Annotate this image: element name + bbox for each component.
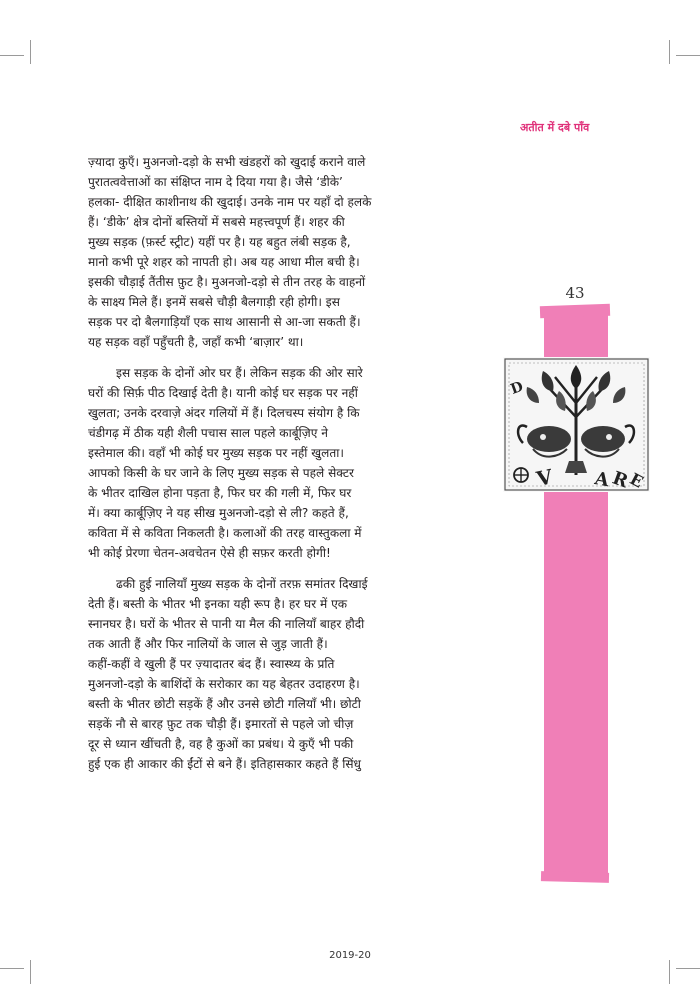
- text-line: पुरातत्ववेत्ताओं का संक्षिप्त नाम दे दिया गया है। जैसे ‘डीके’: [88, 175, 343, 189]
- text-line: मुअनजो-दड़ो के बाशिंदों के सरोकार का यह बेहतर उदाहरण है।: [88, 677, 360, 691]
- text-line: देती हैं। बस्ती के भीतर भी इनका यही रूप है। हर घर में एक: [88, 597, 348, 611]
- text-line: कहीं-कहीं वे खुली हैं पर ज़्यादातर बंद हैं। स्वास्थ्य के प्रति: [88, 657, 335, 671]
- text-line: कविता में से कविता निकलती है। कलाओं की तरह वास्तुकला में: [88, 526, 362, 540]
- text-line: ज़्यादा कुएँ। मुअनजो-दड़ो के सभी खंडहरों को खुदाई कराने वाले: [88, 155, 366, 169]
- text-line: चंडीगढ़ में ठीक यही शैली पचास साल पहले कार्बूज़िए ने: [88, 426, 328, 440]
- text-line: हैं। ‘डीके’ क्षेत्र दोनों बस्तियों में सबसे महत्त्वपूर्ण हैं। शहर की: [88, 215, 345, 229]
- seal-letter-d: D: [508, 378, 526, 398]
- text-line: सड़क पर दो बैलगाड़ियाँ एक साथ आसानी से आ-जा सकती हैं।: [88, 315, 361, 329]
- seal-illustration: [503, 357, 650, 492]
- text-line: आपको किसी के घर जाने के लिए मुख्य सड़क से पहले सेक्टर: [88, 466, 354, 480]
- text-line: भी कोई प्रेरणा चेतन-अवचेतन ऐसे ही सफ़र करती होगी!: [88, 546, 331, 560]
- text-line: में। क्या कार्बूज़िए ने यह सीख मुअनजो-दड़ो से ली? कहते हैं,: [88, 506, 349, 520]
- text-line: तक आती हैं और फिर नालियों के जाल से जुड़ जाती हैं।: [88, 637, 328, 651]
- text-line: ढकी हुई नालियाँ मुख्य सड़क के दोनों तरफ़ समांतर दिखाई: [116, 577, 368, 591]
- footer-year: 2019-20: [329, 950, 371, 961]
- indus-seal-icon: [503, 357, 650, 492]
- text-line: इस सड़क के दोनों ओर घर हैं। लेकिन सड़क की ओर सारे: [116, 366, 363, 380]
- text-line: स्नानघर है। घरों के भीतर से पानी या मैल की नालियाँ बाहर हौदी: [88, 617, 365, 631]
- text-line: इसकी चौड़ाई तैंतीस फ़ुट है। मुअनजो-दड़ो से तीन तरह के वाहनों: [88, 275, 366, 289]
- crop-mark-top-left-h: [0, 55, 24, 56]
- body-text: [88, 152, 450, 785]
- seal-letter-r: R: [609, 467, 631, 492]
- text-line: हुई एक ही आकार की ईंटों से बने हैं। इतिहासकार कहते हैं सिंधु: [88, 757, 361, 771]
- crop-mark-top-left: [30, 40, 31, 64]
- seal-letter-v: V: [534, 464, 555, 492]
- paragraph-2: [88, 363, 450, 563]
- text-line: यह सड़क वहाँ पहुँचती है, जहाँ कभी ‘बाज़ार’ था।: [88, 335, 304, 349]
- text-line: हलका- दीक्षित काशीनाथ की खुदाई। उनके नाम पर यहाँ दो हलके: [88, 195, 372, 209]
- text-line: सड़कें नौ से बारह फ़ुट तक चौड़ी हैं। इमारतों से पहले जो चीज़: [88, 717, 354, 731]
- crop-mark-bottom-left-h: [0, 968, 24, 969]
- crop-mark-bottom-right: [669, 960, 670, 984]
- crop-mark-top-right: [669, 40, 670, 64]
- text-line: दूर से ध्यान खींचती है, वह है कुओं का प्रबंध। ये कुएँ भी पकी: [88, 737, 354, 751]
- text-line: मुख्य सड़क (फ़र्स्ट स्ट्रीट) यहीं पर है। यह बहुत लंबी सड़क है,: [88, 235, 351, 249]
- text-line: बस्ती के भीतर छोटी सड़कें हैं और उनसे छोटी गलियाँ भी। छोटी: [88, 697, 361, 711]
- seal-letter-e: E: [626, 469, 647, 492]
- text-line: घरों की सिर्फ़ पीठ दिखाई देती है। यानी कोई घर सड़क पर नहीं: [88, 386, 358, 400]
- crop-mark-bottom-left: [30, 960, 31, 984]
- text-line: खुलता; उनके दरवाज़े अंदर गलियों में हैं। दिलचस्प संयोग है कि: [88, 406, 360, 420]
- page-number: 43: [565, 284, 585, 302]
- seal-letter-a: A: [593, 468, 611, 492]
- text-line: मानो कभी पूरे शहर को नापती हो। अब यह आधा मील बची है।: [88, 255, 360, 269]
- text-line: इस्तेमाल की। वहाँ भी कोई घर मुख्य सड़क पर नहीं खुलता।: [88, 446, 344, 460]
- crop-mark-top-right-h: [676, 55, 700, 56]
- crop-mark-bottom-right-h: [676, 968, 700, 969]
- paragraph-1: [88, 152, 450, 352]
- running-head: अतीत में दबे पाँव: [520, 121, 590, 134]
- text-line: के भीतर दाखिल होना पड़ता है, फिर घर की गली में, फिर घर: [88, 486, 352, 500]
- paragraph-3: [88, 574, 450, 774]
- text-line: के साक्ष्य मिले हैं। इनमें सबसे चौड़ी बैलगाड़ी रही होगी। इस: [88, 295, 340, 309]
